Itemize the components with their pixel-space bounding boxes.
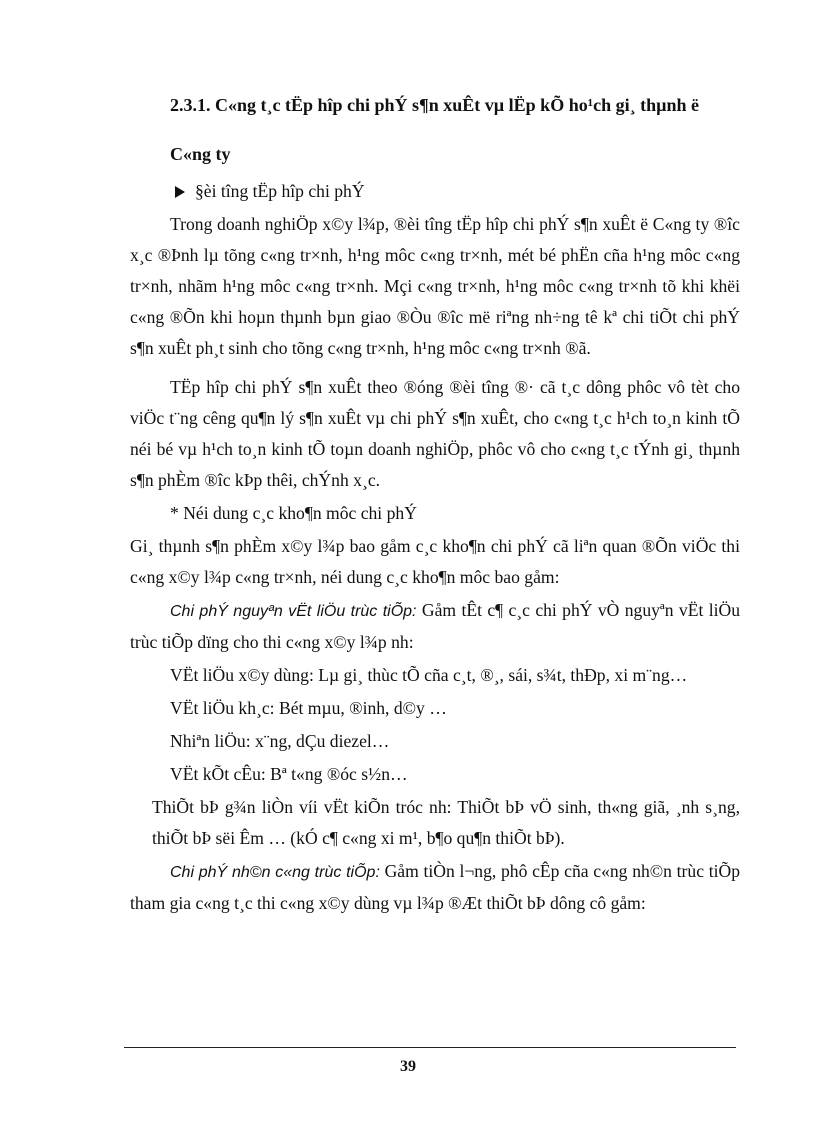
- paragraph-3: * Néi dung c¸c kho¶n môc chi phÝ: [170, 503, 417, 523]
- list-item-2: VËt liÖu kh¸c: Bét mµu, ®inh, d©y …: [170, 698, 447, 718]
- section-heading-continuation: C«ng ty: [170, 144, 231, 164]
- arrow-bullet-icon: [175, 186, 185, 198]
- bullet-item: [130, 176, 740, 207]
- paragraph-5-lead: Chi phÝ nguyªn vËt liÖu trùc tiÕp:: [170, 603, 417, 620]
- page-number: 39: [400, 1058, 416, 1075]
- footer-divider: [124, 1047, 736, 1048]
- paragraph-5: [130, 595, 740, 658]
- paragraph-7-lead: Chi phÝ nh©n c«ng trùc tiÕp:: [170, 864, 380, 881]
- paragraph-7: [130, 856, 740, 919]
- paragraph-2: TËp hîp chi phÝ s¶n xuÊt theo ®óng ®èi tîng ®· cã t¸c dông phôc vô tèt cho viÖc t¨ng cêng qu¶n lý s¶n xuÊt vµ chi phÝ s¶n xuÊt, cho c«ng t¸c h¹ch to¸n kinh tÕ néi bé vµ h¹ch to¸n kinh tÕ toµn doanh nghiÖp, phôc vô cho c«ng t¸c tÝnh gi¸ thµnh s¶n phÈm ®îc kÞp thêi, chÝnh x¸c.: [130, 377, 740, 490]
- list-item-3: Nhiªn liÖu: x¨ng, dÇu diezel…: [170, 731, 390, 751]
- paragraph-4: Gi¸ thµnh s¶n phÈm x©y l¾p bao gåm c¸c kho¶n chi phÝ cã liªn quan ®Õn viÖc thi c«ng x©y l¾p c«ng tr×nh, néi dung c¸c kho¶n môc bao gåm:: [130, 536, 740, 587]
- section-heading: 2.3.1. C«ng t¸c tËp hîp chi phÝ s¶n xuÊt vµ lËp kÕ ho¹ch gi¸ thµnh ë: [170, 95, 699, 115]
- paragraph-1: Trong doanh nghiÖp x©y l¾p, ®èi tîng tËp hîp chi phÝ s¶n xuÊt ë C«ng ty ®îc x¸c ®Þnh lµ tõng c«ng tr×nh, h¹ng môc c«ng tr×nh, mét bé phËn cña h¹ng môc c«ng tr×nh, nhãm h¹ng môc c«ng tr×nh. Mçi c«ng tr×nh, h¹ng môc c«ng tr×nh tõ khi khëi c«ng ®Õn khi hoµn thµnh bµn giao ®Òu ®îc më riªng nh÷ng tê kª chi tiÕt chi phÝ s¶n xuÊt ph¸t sinh cho tõng c«ng tr×nh, h¹ng môc c«ng tr×nh ®ã.: [130, 214, 740, 358]
- paragraph-6: ThiÕt bÞ g¾n liÒn víi vËt kiÕn tróc nh: ThiÕt bÞ vÖ sinh, th«ng giã, ¸nh s¸ng, thiÕt bÞ sëi Êm … (kÓ c¶ c«ng xi m¹, b¶o qu¶n thiÕt bÞ).: [152, 797, 740, 848]
- paragraph-7-rest: Gåm tiÒn l¬ng, phô cÊp cña c«ng nh©n trùc tiÕp tham gia c«ng t¸c thi c«ng x©y dùng vµ l¾p ®Æt thiÕt bÞ dông cô gåm:: [130, 861, 740, 913]
- page-body: [130, 90, 740, 919]
- list-item-4: VËt kÕt cÊu: Bª t«ng ®óc s½n…: [170, 764, 408, 784]
- list-item-1: VËt liÖu x©y dùng: Lµ gi¸ thùc tÕ cña c¸t, ®¸, sái, s¾t, thÐp, xi m¨ng…: [170, 665, 688, 685]
- paragraph-5-rest: Gåm tÊt c¶ c¸c chi phÝ vÒ nguyªn vËt liÖu trùc tiÕp dïng cho thi c«ng x©y l¾p nh:: [130, 600, 741, 652]
- bullet-text: §èi tîng tËp hîp chi phÝ: [195, 181, 365, 201]
